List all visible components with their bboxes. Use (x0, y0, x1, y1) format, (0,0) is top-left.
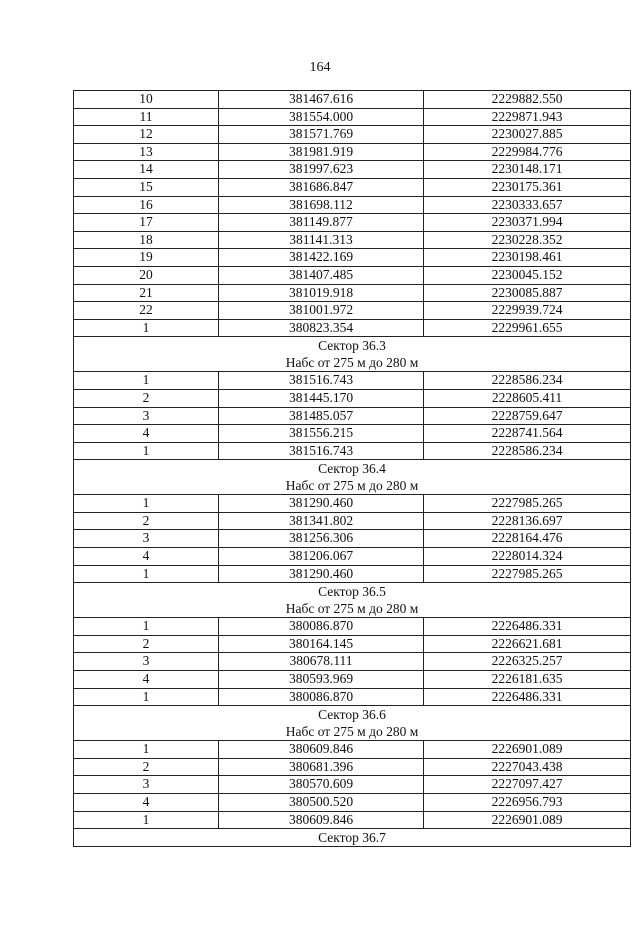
y-coordinate-cell: 2227985.265 (424, 565, 631, 583)
sector-header-row (74, 706, 631, 741)
coordinates-table-body (74, 91, 631, 847)
point-number-cell: 2 (74, 389, 219, 407)
sector-header-cell (74, 583, 631, 618)
x-coordinate-cell: 380593.969 (219, 671, 424, 689)
sector-title: Сектор 36.5 (318, 584, 386, 600)
x-coordinate-cell: 380609.846 (219, 811, 424, 829)
y-coordinate-cell: 2228014.324 (424, 548, 631, 566)
point-number-cell: 11 (74, 108, 219, 126)
point-number-cell: 18 (74, 231, 219, 249)
y-coordinate-cell: 2226181.635 (424, 671, 631, 689)
y-coordinate-cell: 2230228.352 (424, 231, 631, 249)
x-coordinate-cell: 381516.743 (219, 372, 424, 390)
point-number-cell: 21 (74, 284, 219, 302)
x-coordinate-cell: 381445.170 (219, 389, 424, 407)
x-coordinate-cell: 381997.623 (219, 161, 424, 179)
point-number-cell: 4 (74, 548, 219, 566)
y-coordinate-cell: 2226901.089 (424, 811, 631, 829)
x-coordinate-cell: 381019.918 (219, 284, 424, 302)
x-coordinate-cell: 381141.313 (219, 231, 424, 249)
y-coordinate-cell: 2230371.994 (424, 214, 631, 232)
y-coordinate-cell: 2227985.265 (424, 495, 631, 513)
table-row (74, 249, 631, 267)
table-row (74, 618, 631, 636)
point-number-cell: 20 (74, 266, 219, 284)
table-row (74, 196, 631, 214)
table-row (74, 161, 631, 179)
x-coordinate-cell: 381516.743 (219, 442, 424, 460)
y-coordinate-cell: 2226956.793 (424, 794, 631, 812)
table-row (74, 372, 631, 390)
sector-header-row (74, 460, 631, 495)
y-coordinate-cell: 2229882.550 (424, 91, 631, 109)
point-number-cell: 12 (74, 126, 219, 144)
y-coordinate-cell: 2230175.361 (424, 178, 631, 196)
point-number-cell: 4 (74, 671, 219, 689)
sector-altitude-range: Набс от 275 м до 280 м (285, 355, 419, 371)
point-number-cell: 4 (74, 425, 219, 443)
sector-header-cell (74, 829, 631, 847)
point-number-cell: 1 (74, 565, 219, 583)
sector-header-row (74, 583, 631, 618)
page-number: 164 (309, 60, 331, 75)
x-coordinate-cell: 381981.919 (219, 143, 424, 161)
table-row (74, 548, 631, 566)
table-row (74, 442, 631, 460)
y-coordinate-cell: 2229984.776 (424, 143, 631, 161)
y-coordinate-cell: 2230198.461 (424, 249, 631, 267)
y-coordinate-cell: 2229871.943 (424, 108, 631, 126)
y-coordinate-cell: 2228605.411 (424, 389, 631, 407)
x-coordinate-cell: 381407.485 (219, 266, 424, 284)
y-coordinate-cell: 2228586.234 (424, 442, 631, 460)
x-coordinate-cell: 381206.067 (219, 548, 424, 566)
table-row (74, 741, 631, 759)
point-number-cell: 1 (74, 741, 219, 759)
y-coordinate-cell: 2228136.697 (424, 512, 631, 530)
table-row (74, 495, 631, 513)
sector-title: Сектор 36.7 (318, 830, 386, 846)
x-coordinate-cell: 381686.847 (219, 178, 424, 196)
x-coordinate-cell: 380823.354 (219, 319, 424, 337)
x-coordinate-cell: 381556.215 (219, 425, 424, 443)
sector-header-row (74, 337, 631, 372)
y-coordinate-cell: 2227097.427 (424, 776, 631, 794)
table-row (74, 319, 631, 337)
table-row (74, 671, 631, 689)
y-coordinate-cell: 2228741.564 (424, 425, 631, 443)
y-coordinate-cell: 2229939.724 (424, 302, 631, 320)
x-coordinate-cell: 381341.802 (219, 512, 424, 530)
coordinates-table (73, 90, 631, 847)
table-row (74, 653, 631, 671)
x-coordinate-cell: 381290.460 (219, 565, 424, 583)
x-coordinate-cell: 381467.616 (219, 91, 424, 109)
point-number-cell: 19 (74, 249, 219, 267)
table-row (74, 266, 631, 284)
point-number-cell: 3 (74, 776, 219, 794)
y-coordinate-cell: 2230045.152 (424, 266, 631, 284)
point-number-cell: 3 (74, 653, 219, 671)
table-row (74, 214, 631, 232)
sector-altitude-range: Набс от 275 м до 280 м (285, 478, 419, 494)
sector-altitude-range: Набс от 275 м до 280 м (285, 601, 419, 617)
table-row (74, 794, 631, 812)
point-number-cell: 4 (74, 794, 219, 812)
x-coordinate-cell: 381485.057 (219, 407, 424, 425)
y-coordinate-cell: 2226486.331 (424, 688, 631, 706)
y-coordinate-cell: 2226486.331 (424, 618, 631, 636)
x-coordinate-cell: 380681.396 (219, 758, 424, 776)
table-row (74, 231, 631, 249)
table-row (74, 776, 631, 794)
point-number-cell: 2 (74, 512, 219, 530)
x-coordinate-cell: 380086.870 (219, 618, 424, 636)
point-number-cell: 1 (74, 688, 219, 706)
sector-altitude-range: Набс от 275 м до 280 м (285, 724, 419, 740)
point-number-cell: 1 (74, 618, 219, 636)
point-number-cell: 15 (74, 178, 219, 196)
x-coordinate-cell: 380500.520 (219, 794, 424, 812)
point-number-cell: 3 (74, 407, 219, 425)
x-coordinate-cell: 380570.609 (219, 776, 424, 794)
table-row (74, 565, 631, 583)
y-coordinate-cell: 2226901.089 (424, 741, 631, 759)
table-row (74, 512, 631, 530)
x-coordinate-cell: 380164.145 (219, 635, 424, 653)
point-number-cell: 14 (74, 161, 219, 179)
y-coordinate-cell: 2230148.171 (424, 161, 631, 179)
table-row (74, 178, 631, 196)
y-coordinate-cell: 2228164.476 (424, 530, 631, 548)
y-coordinate-cell: 2226621.681 (424, 635, 631, 653)
table-row (74, 530, 631, 548)
table-row (74, 389, 631, 407)
x-coordinate-cell: 381422.169 (219, 249, 424, 267)
x-coordinate-cell: 381554.000 (219, 108, 424, 126)
y-coordinate-cell: 2228586.234 (424, 372, 631, 390)
table-row (74, 407, 631, 425)
y-coordinate-cell: 2230333.657 (424, 196, 631, 214)
x-coordinate-cell: 381149.877 (219, 214, 424, 232)
table-row (74, 126, 631, 144)
table-row (74, 143, 631, 161)
y-coordinate-cell: 2228759.647 (424, 407, 631, 425)
table-row (74, 811, 631, 829)
table-row (74, 302, 631, 320)
table-row (74, 108, 631, 126)
point-number-cell: 1 (74, 495, 219, 513)
point-number-cell: 16 (74, 196, 219, 214)
y-coordinate-cell: 2230027.885 (424, 126, 631, 144)
y-coordinate-cell: 2227043.438 (424, 758, 631, 776)
table-row (74, 688, 631, 706)
sector-header-cell (74, 337, 631, 372)
table-row (74, 284, 631, 302)
sector-title: Сектор 36.6 (318, 707, 386, 723)
x-coordinate-cell: 380609.846 (219, 741, 424, 759)
point-number-cell: 1 (74, 442, 219, 460)
table-row (74, 635, 631, 653)
x-coordinate-cell: 381001.972 (219, 302, 424, 320)
point-number-cell: 13 (74, 143, 219, 161)
point-number-cell: 17 (74, 214, 219, 232)
sector-header-cell (74, 706, 631, 741)
x-coordinate-cell: 380678.111 (219, 653, 424, 671)
point-number-cell: 2 (74, 635, 219, 653)
sector-header-cell (74, 460, 631, 495)
x-coordinate-cell: 381571.769 (219, 126, 424, 144)
y-coordinate-cell: 2229961.655 (424, 319, 631, 337)
point-number-cell: 3 (74, 530, 219, 548)
x-coordinate-cell: 381698.112 (219, 196, 424, 214)
sector-title: Сектор 36.3 (318, 338, 386, 354)
table-row (74, 758, 631, 776)
point-number-cell: 1 (74, 372, 219, 390)
table-row (74, 425, 631, 443)
x-coordinate-cell: 381256.306 (219, 530, 424, 548)
point-number-cell: 10 (74, 91, 219, 109)
x-coordinate-cell: 381290.460 (219, 495, 424, 513)
point-number-cell: 1 (74, 811, 219, 829)
y-coordinate-cell: 2226325.257 (424, 653, 631, 671)
point-number-cell: 2 (74, 758, 219, 776)
y-coordinate-cell: 2230085.887 (424, 284, 631, 302)
sector-title: Сектор 36.4 (318, 461, 386, 477)
point-number-cell: 22 (74, 302, 219, 320)
x-coordinate-cell: 380086.870 (219, 688, 424, 706)
point-number-cell: 1 (74, 319, 219, 337)
sector-header-row (74, 829, 631, 847)
table-row (74, 91, 631, 109)
